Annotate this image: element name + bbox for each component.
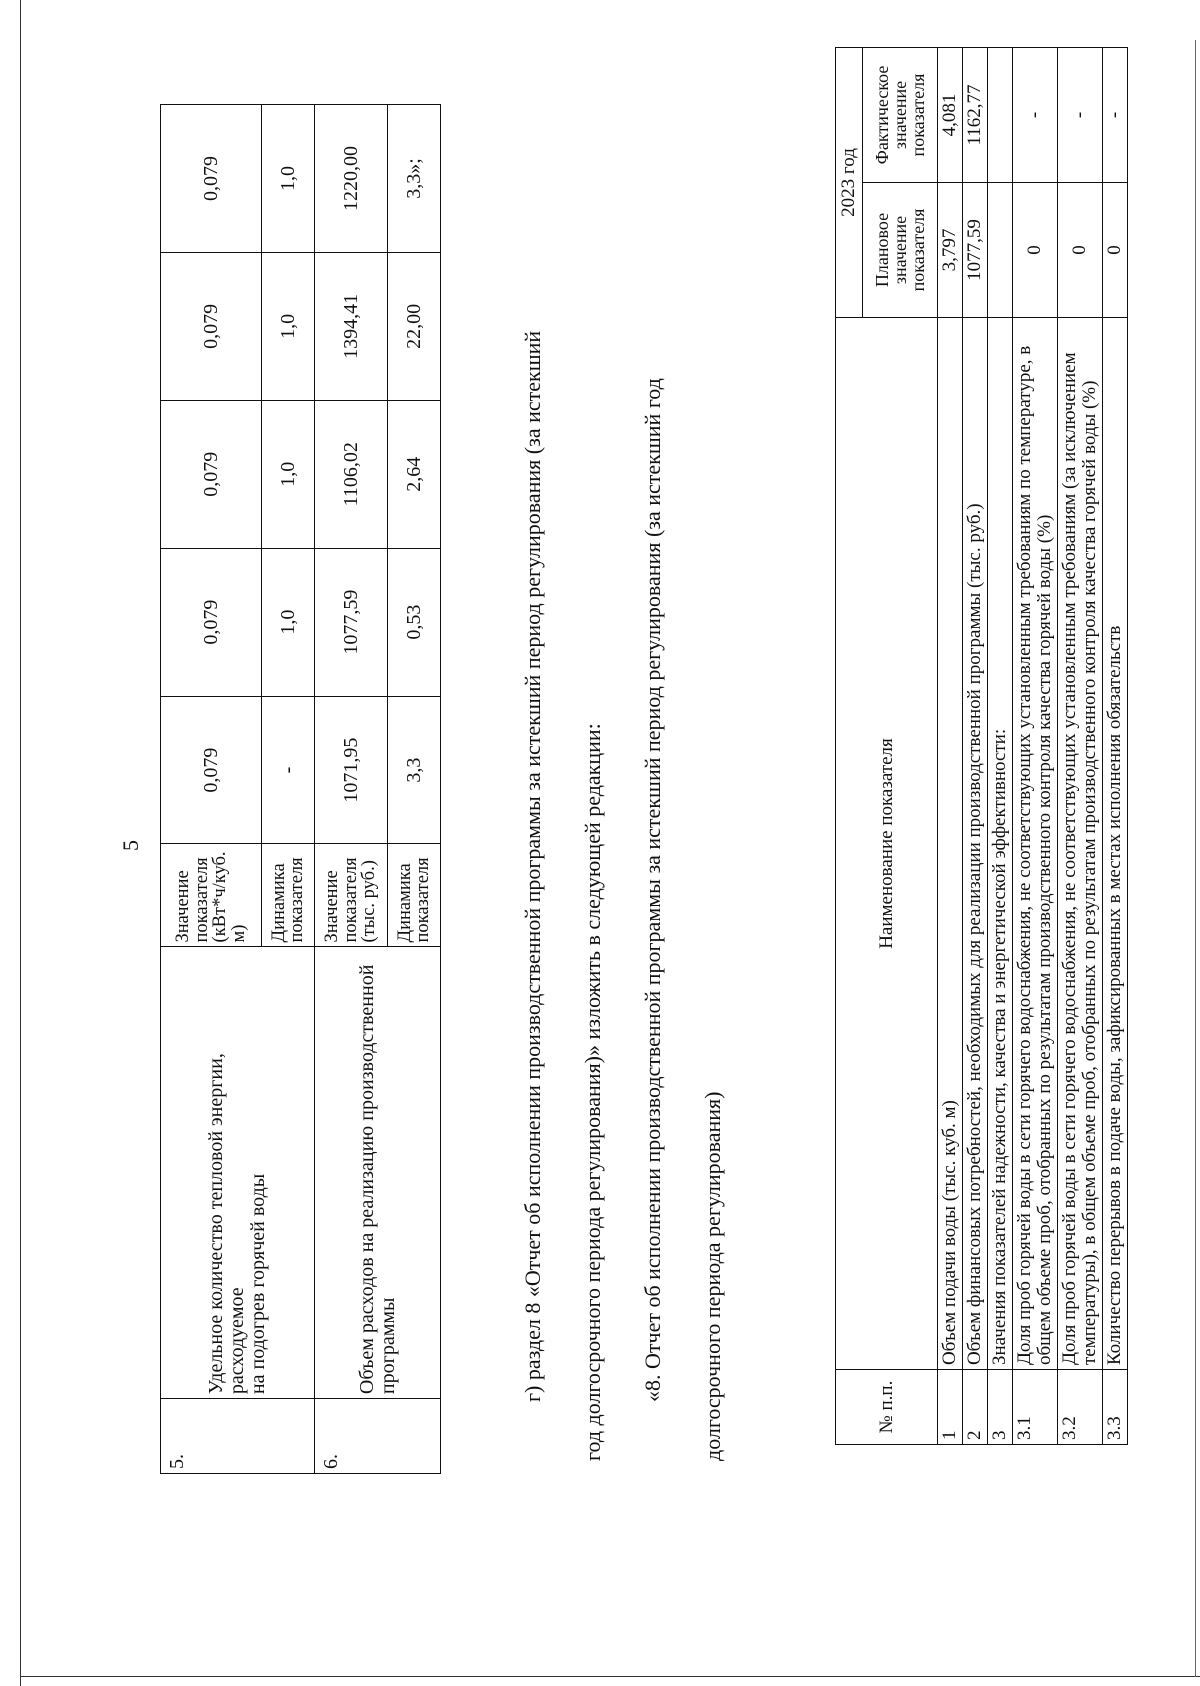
header-num: № п.п. bbox=[836, 1370, 938, 1445]
table-row bbox=[938, 48, 963, 1445]
paragraph-amendment-cont: год долгосрочного периода регулирования)» изложить в следующей редакции: bbox=[580, 723, 605, 1461]
plan-value: 3,797 bbox=[938, 183, 963, 318]
cell-value: 1071,95 bbox=[315, 696, 388, 844]
plan-value: 0 bbox=[1012, 183, 1057, 318]
fact-value: - bbox=[1102, 48, 1127, 183]
header-fact: Фактическое значение показателя bbox=[863, 48, 938, 183]
table-header-row bbox=[836, 48, 863, 1445]
row-number: 3.2 bbox=[1057, 1370, 1102, 1445]
page-number: 5 bbox=[118, 840, 143, 851]
row-number: 5. bbox=[161, 1399, 315, 1474]
table-row bbox=[1012, 48, 1057, 1445]
fact-value bbox=[987, 48, 1012, 183]
subheader-value: Значение показателя (кВт*ч/куб. м) bbox=[161, 844, 262, 947]
indicator-name: Удельное количество тепловой энергии, расходуемое на подогрев горячей воды bbox=[161, 947, 315, 1399]
cell-value: 2,64 bbox=[388, 400, 441, 548]
fact-value: - bbox=[1057, 48, 1102, 183]
cell-value: 0,079 bbox=[161, 400, 262, 548]
header-year: 2023 год bbox=[836, 48, 863, 318]
subheader-dynamics: Динамика показателя bbox=[388, 844, 441, 947]
plan-value: 0 bbox=[1057, 183, 1102, 318]
cell-value: 1394,41 bbox=[315, 252, 388, 400]
row-number: 3 bbox=[987, 1370, 1012, 1445]
row-number: 1 bbox=[938, 1370, 963, 1445]
subheader-value: Значение показателя (тыс. руб.) bbox=[315, 844, 388, 947]
cell-value: 1220,00 bbox=[315, 105, 388, 253]
paragraph-section-title: «8. Отчет об исполнении производственной программы за истекший период регулирования (за истекший год bbox=[640, 378, 665, 1402]
cell-value: 0,079 bbox=[161, 252, 262, 400]
table-row bbox=[315, 105, 388, 1474]
table-row bbox=[987, 48, 1012, 1445]
cell-value: 0,079 bbox=[161, 548, 262, 696]
cell-value: 0,53 bbox=[388, 548, 441, 696]
table-row bbox=[1057, 48, 1102, 1445]
row-number: 3.3 bbox=[1102, 1370, 1127, 1445]
cell-value: - bbox=[262, 696, 315, 844]
row-number: 6. bbox=[315, 1399, 441, 1474]
cell-value: 1,0 bbox=[262, 548, 315, 696]
indicator-name: Количество перерывов в подаче воды, зафиксированных в местах исполнения обязательств bbox=[1102, 317, 1127, 1369]
indicator-name: Объем подачи воды (тыс. куб. м) bbox=[938, 317, 963, 1369]
table-row bbox=[962, 48, 987, 1445]
cell-value: 1077,59 bbox=[315, 548, 388, 696]
report-table bbox=[835, 47, 1128, 1445]
paragraph-section-title-cont: долгосрочного периода регулирования) bbox=[700, 1091, 725, 1461]
table-row bbox=[1102, 48, 1127, 1445]
indicator-name: Объем расходов на реализацию производственной программы bbox=[315, 947, 441, 1399]
indicator-name: Значения показателей надежности, качества и энергетической эффективности: bbox=[987, 317, 1012, 1369]
fact-value: 1162,77 bbox=[962, 48, 987, 183]
header-name: Наименование показателя bbox=[836, 317, 938, 1369]
cell-value: 1106,02 bbox=[315, 400, 388, 548]
cell-value: 22,00 bbox=[388, 252, 441, 400]
indicator-continuation-table bbox=[160, 104, 441, 1474]
indicator-name: Доля проб горячей воды в сети горячего водоснабжения, не соответствующих установленным требованиям (за исключением температуры), в общем объеме проб, отобранных по результатам производственного контроля качества горячей воды (%) bbox=[1057, 317, 1102, 1369]
indicator-name: Объем финансовых потребностей, необходимых для реализации производственной программы (тыс. руб.) bbox=[962, 317, 987, 1369]
cell-value: 1,0 bbox=[262, 105, 315, 253]
cell-value: 3,3»; bbox=[388, 105, 441, 253]
plan-value bbox=[987, 183, 1012, 318]
table-row bbox=[161, 105, 262, 1474]
header-plan: Плановое значение показателя bbox=[863, 183, 938, 318]
fact-value: - bbox=[1012, 48, 1057, 183]
cell-value: 0,079 bbox=[161, 696, 262, 844]
cell-value: 1,0 bbox=[262, 400, 315, 548]
cell-value: 0,079 bbox=[161, 105, 262, 253]
cell-value: 3,3 bbox=[388, 696, 441, 844]
plan-value: 1077,59 bbox=[962, 183, 987, 318]
cell-value: 1,0 bbox=[262, 252, 315, 400]
plan-value: 0 bbox=[1102, 183, 1127, 318]
row-number: 2 bbox=[962, 1370, 987, 1445]
subheader-dynamics: Динамика показателя bbox=[262, 844, 315, 947]
row-number: 3.1 bbox=[1012, 1370, 1057, 1445]
indicator-name: Доля проб горячей воды в сети горячего водоснабжения, не соответствующих установленным требованиям по температуре, в общем объеме проб, отобранных по результатам производственного контроля качества горячей воды (%) bbox=[1012, 317, 1057, 1369]
fact-value: 4,081 bbox=[938, 48, 963, 183]
paragraph-amendment: г) раздел 8 «Отчет об исполнении производственной программы за истекший период регулирования (за истекший bbox=[520, 330, 545, 1402]
